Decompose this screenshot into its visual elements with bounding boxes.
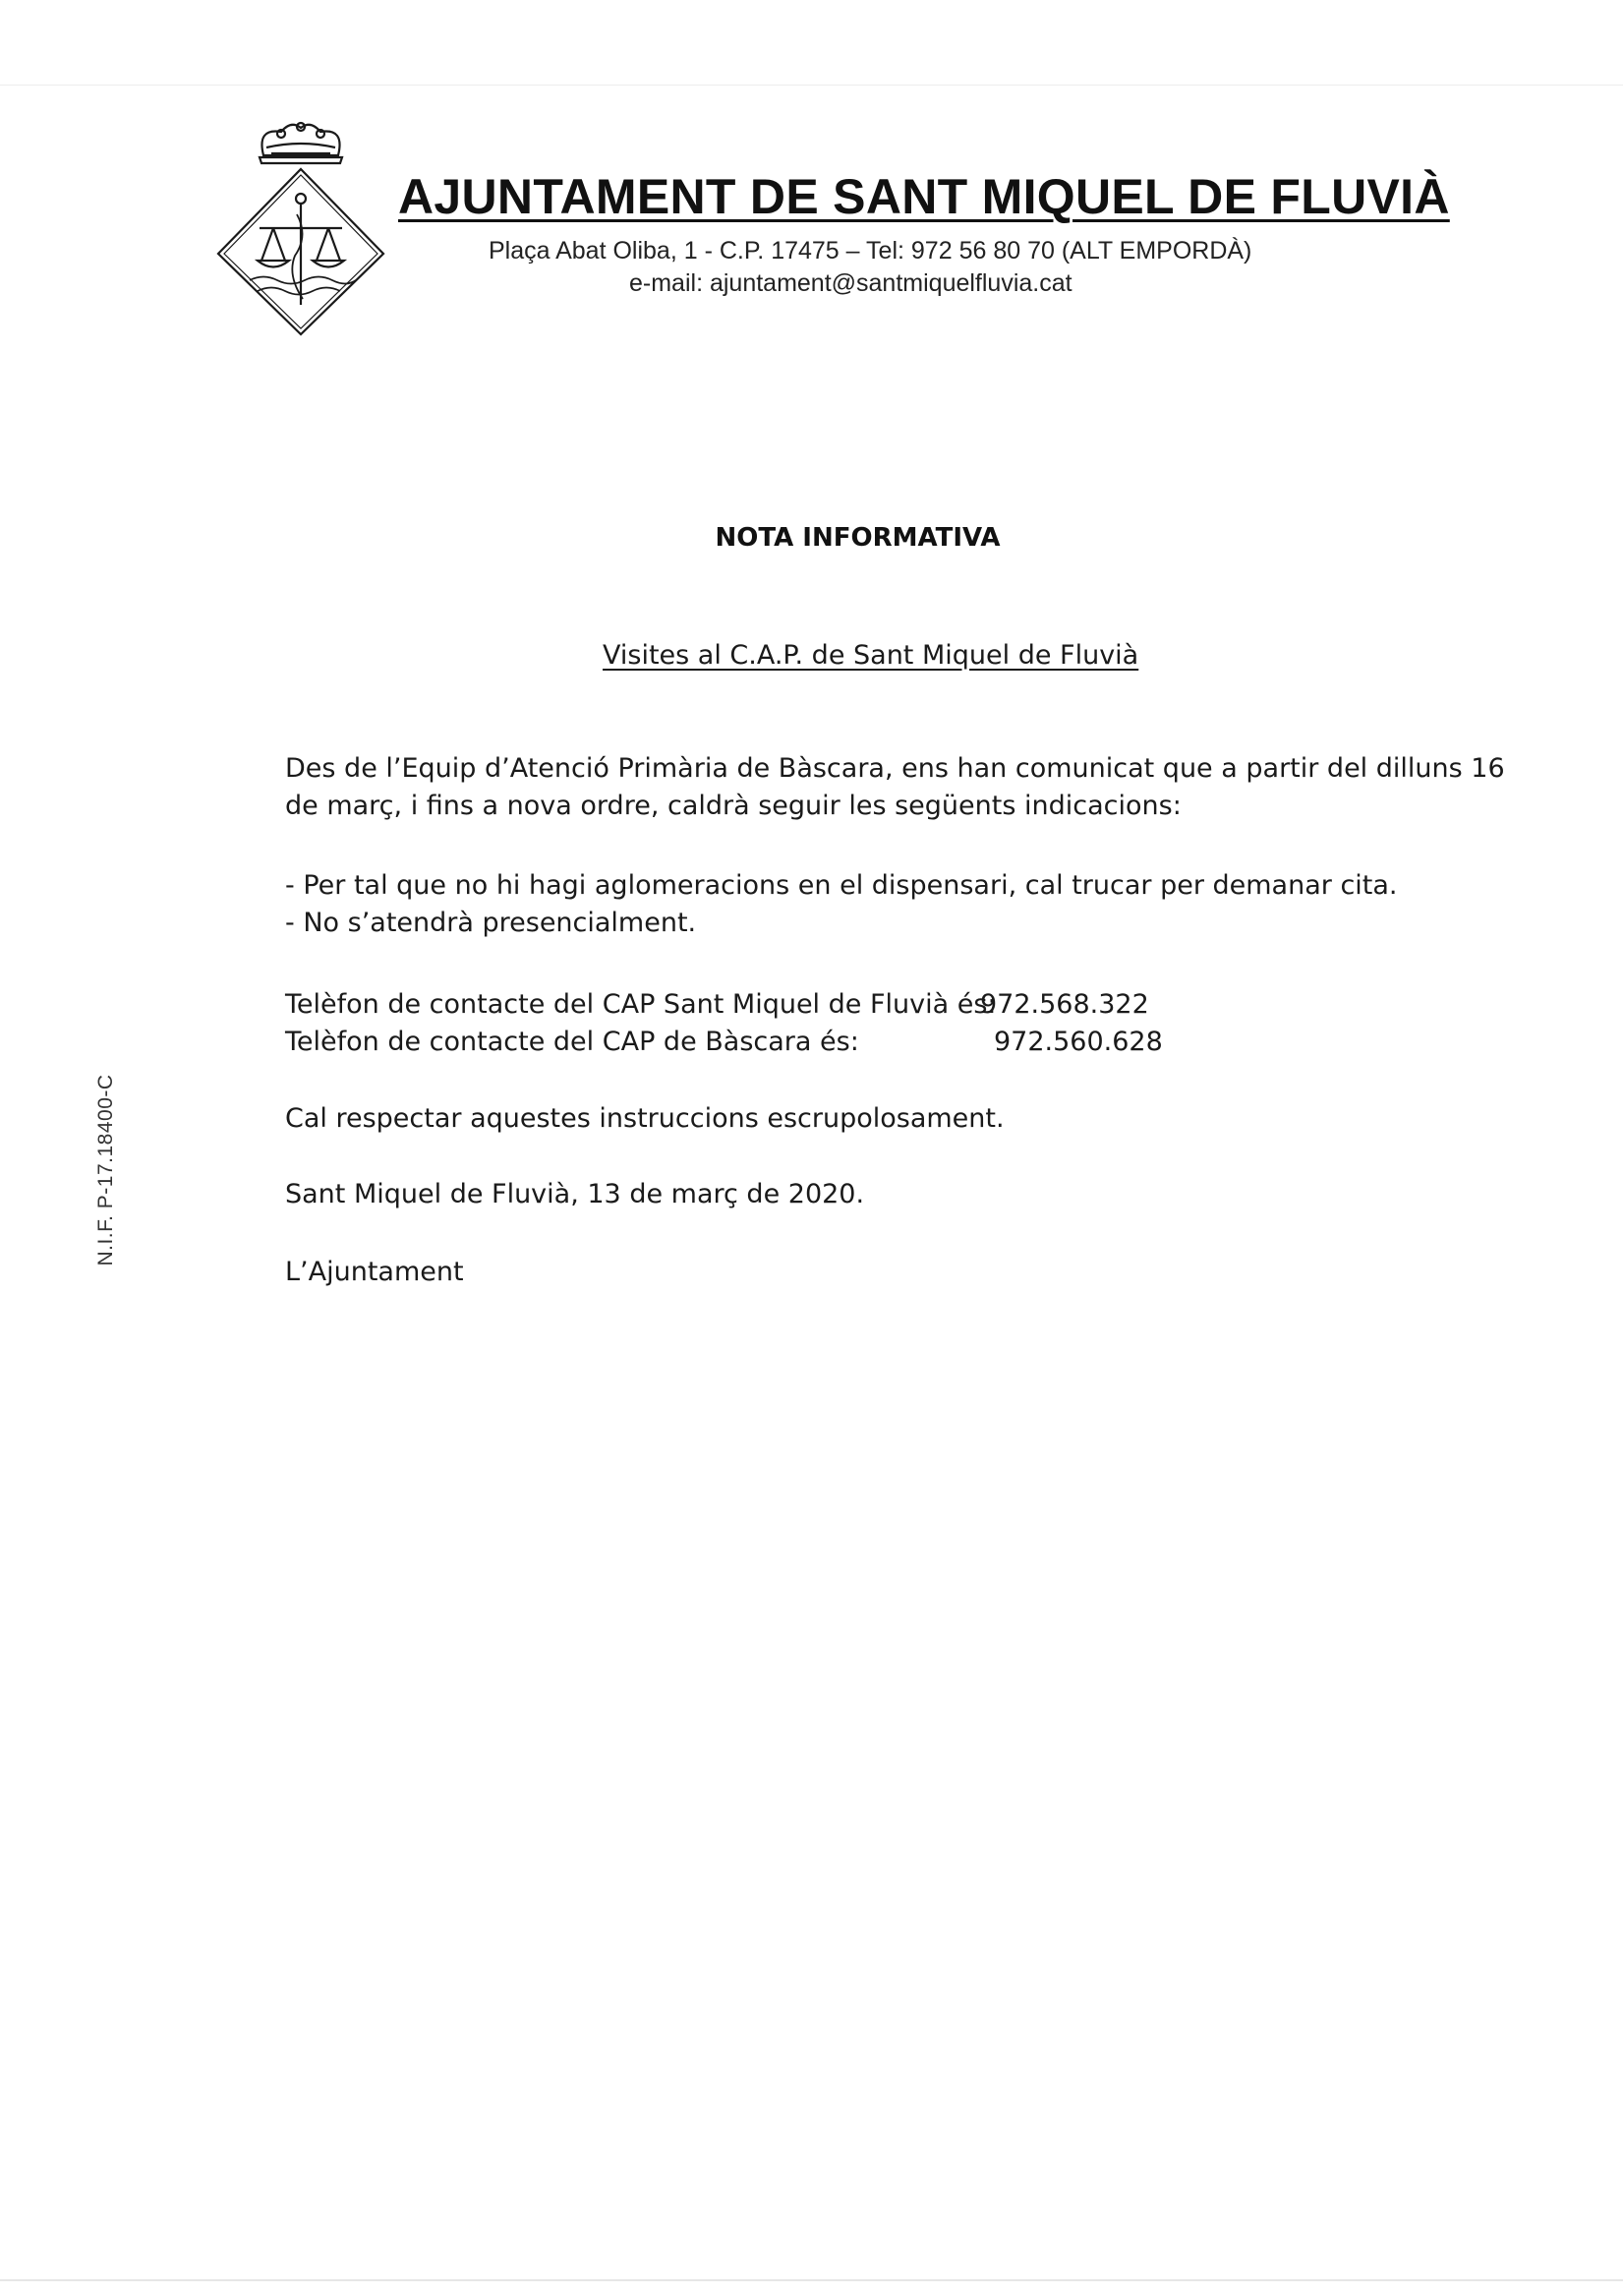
coat-of-arms-icon — [212, 118, 389, 336]
address-line: Plaça Abat Oliba, 1 - C.P. 17475 – Tel: 972 56 80 70 (ALT EMPORDÀ) — [489, 237, 1252, 265]
email-line: e-mail: ajuntament@santmiquelfluvia.cat — [629, 269, 1072, 297]
municipality-name: AJUNTAMENT DE SANT MIQUEL DE FLUVIÀ — [398, 169, 1450, 224]
instructions-line: Cal respectar aquestes instruccions escrupolosament. — [285, 1103, 1005, 1134]
phone-number-sant-miquel: 972.568.322 — [980, 989, 1149, 1020]
page-edge-bottom — [0, 2279, 1623, 2281]
phone-number-bascara: 972.560.628 — [994, 1027, 1163, 1057]
page-edge-top — [0, 85, 1623, 86]
intro-paragraph-line-2: de març, i fins a nova ordre, caldrà seguir les següents indicacions: — [285, 791, 1182, 821]
instruction-bullet-1: - Per tal que no hi hagi aglomeracions en el dispensari, cal trucar per demanar cita. — [285, 870, 1398, 901]
instruction-bullet-2: - No s’atendrà presencialment. — [285, 908, 697, 938]
phone-label-bascara: Telèfon de contacte del CAP de Bàscara és: — [285, 1027, 859, 1057]
nif-margin-text: N.I.F. P-17.18400-C — [94, 1074, 117, 1266]
document-subject: Visites al C.A.P. de Sant Miquel de Fluvià — [603, 640, 1139, 671]
place-and-date: Sant Miquel de Fluvià, 13 de març de 2020. — [285, 1179, 865, 1209]
signature: L’Ajuntament — [285, 1257, 464, 1287]
intro-paragraph-line-1: Des de l’Equip d’Atenció Primària de Bàscara, ens han comunicat que a partir del dilluns 16 — [285, 753, 1505, 784]
phone-label-sant-miquel: Telèfon de contacte del CAP Sant Miquel de Fluvià és: — [285, 989, 997, 1020]
document-title: NOTA INFORMATIVA — [715, 523, 1001, 553]
